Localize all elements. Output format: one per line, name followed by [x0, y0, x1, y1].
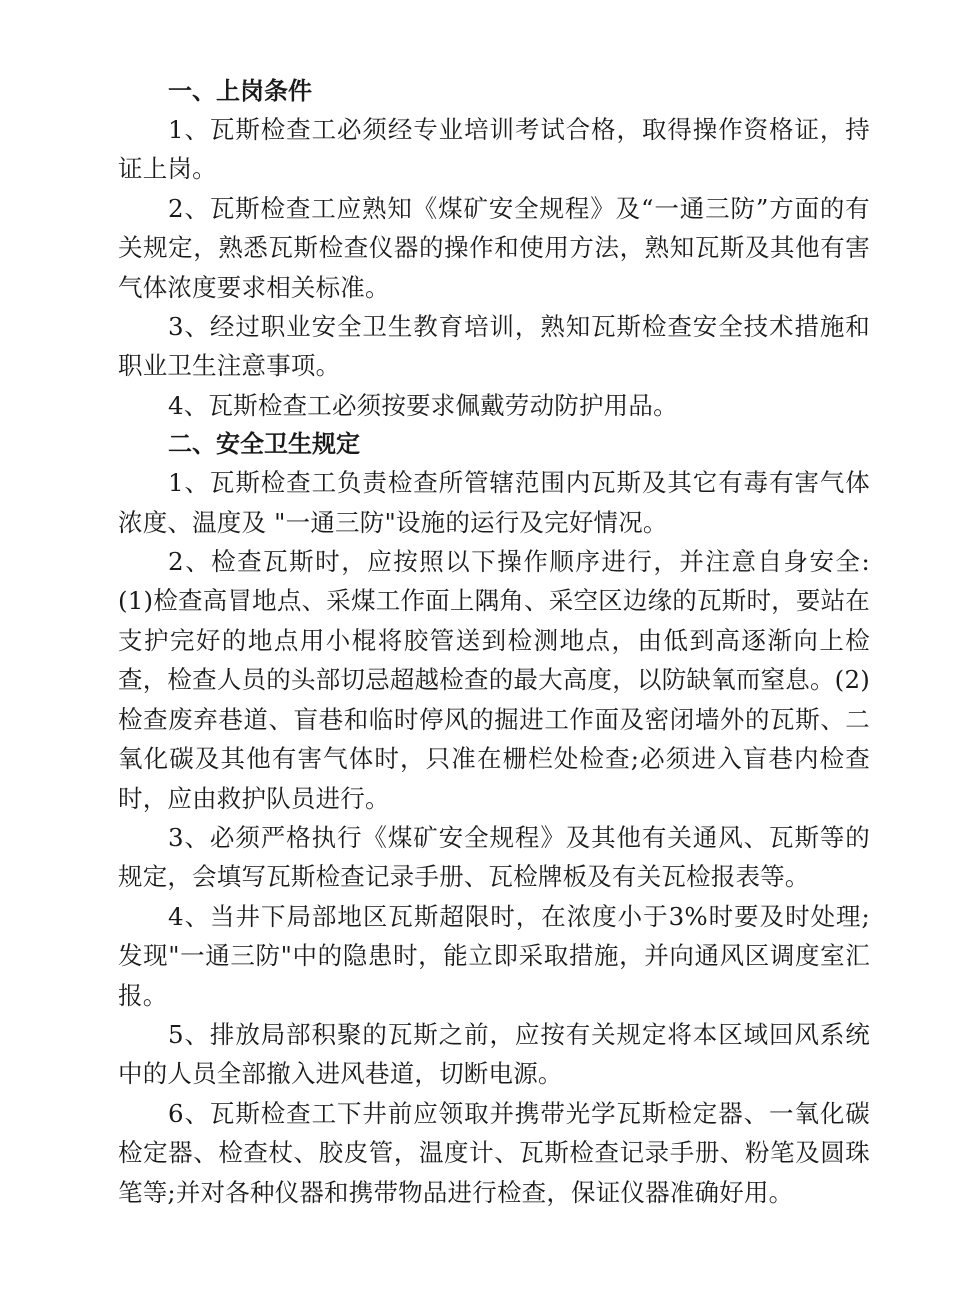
section-heading: 二、安全卫生规定 — [168, 430, 360, 459]
section-heading: 一、上岗条件 — [168, 77, 312, 105]
paragraph: 2、瓦斯检查工应熟知《煤矿安全规程》及“一通三防”方面的有关规定，熟悉瓦斯检查仪器的操作和使用方法，熟知瓦斯及其他有害气体浓度要求相关标准。 — [118, 193, 870, 302]
paragraph: 4、瓦斯检查工必须按要求佩戴劳动防护用品。 — [168, 390, 678, 420]
paragraph: 3、必须严格执行《煤矿安全规程》及其他有关通风、瓦斯等的规定，会填写瓦斯检查记录手册、瓦检牌板及有关瓦检报表等。 — [118, 822, 870, 892]
paragraph: 3、经过职业安全卫生教育培训，熟知瓦斯检查安全技术措施和职业卫生注意事项。 — [118, 312, 870, 381]
document-body — [118, 72, 870, 1212]
section-job-requirements — [118, 72, 870, 425]
section-safety-rules — [118, 425, 870, 1212]
paragraph: 4、当井下局部地区瓦斯超限时，在浓度小于3%时要及时处理;发现"一通三防"中的隐患时，能立即采取措施，并向通风区调度室汇报。 — [118, 901, 870, 1010]
paragraph: 1、瓦斯检查工负责检查所管辖范围内瓦斯及其它有毒有害气体浓度、温度及 "一通三防"设施的运行及完好情况。 — [118, 468, 870, 537]
paragraph: 2、检查瓦斯时，应按照以下操作顺序进行，并注意自身安全: (1)检查高冒地点、采煤工作面上隅角、采空区边缘的瓦斯时，要站在支护完好的地点用小棍将胶管送到检测地点，由低到高逐渐向上检查，检查人员的头部切忌超越检查的最大高度，以防缺氧而窒息。(2)检查废弃巷道、盲巷和临时停风的掘进工作面及密闭墙外的瓦斯、二氧化碳及其他有害气体时，只准在栅栏处检查;必须进入盲巷内检查时，应由救护队员进行。 — [118, 547, 870, 813]
paragraph: 5、排放局部积聚的瓦斯之前，应按有关规定将本区域回风系统中的人员全部撤入进风巷道，切断电源。 — [118, 1019, 870, 1089]
paragraph: 1、瓦斯检查工必须经专业培训考试合格，取得操作资格证，持证上岗。 — [118, 115, 870, 184]
paragraph: 6、瓦斯检查工下井前应领取并携带光学瓦斯检定器、一氧化碳检定器、检查杖、胶皮管，温度计、瓦斯检查记录手册、粉笔及圆珠笔等;并对各种仪器和携带物品进行检查，保证仪器准确好用。 — [118, 1098, 870, 1207]
